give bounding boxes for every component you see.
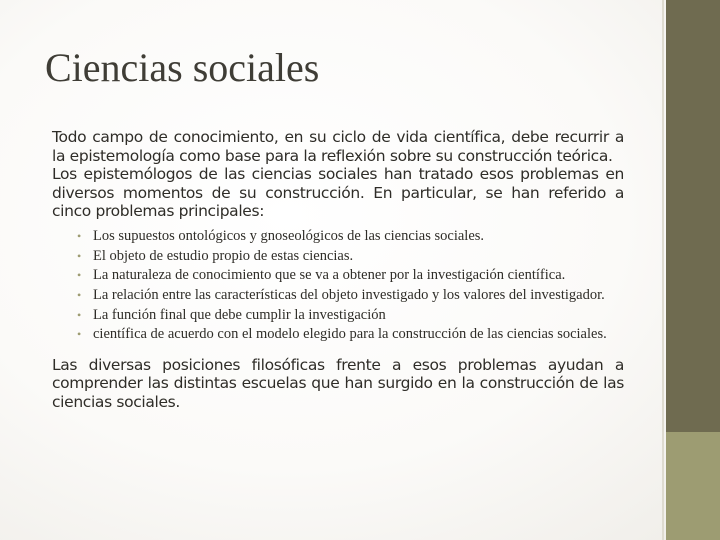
slide-title: Ciencias sociales [45,45,320,90]
list-item [77,307,624,324]
slide-body [52,128,624,411]
bullet-icon: • [77,228,82,243]
list-item [77,326,624,343]
bullet-list [52,228,624,344]
sidebar-accent-light [666,432,720,540]
list-item-text: La relación entre las características del objeto investigado y los valores del investigador. [93,287,605,304]
bullet-icon: • [77,307,82,322]
list-item [77,248,624,265]
list-item [77,228,624,245]
sidebar-accent-dark [666,0,720,432]
bullet-icon: • [77,327,82,342]
list-item-text: La naturaleza de conocimiento que se va a obtener por la investigación científica. [93,267,566,284]
bullet-icon: • [77,268,82,283]
list-item-text: El objeto de estudio propio de estas ciencias. [93,247,354,264]
bullet-icon: • [77,288,82,303]
list-item-text: La función final que debe cumplir la investigación [93,306,386,323]
list-item-text: científica de acuerdo con el modelo elegido para la construcción de las ciencias sociales. [93,326,607,343]
list-item [77,267,624,284]
list-item-text: Los supuestos ontológicos y gnoseológicos de las ciencias sociales. [93,227,485,244]
closing-paragraph: Las diversas posiciones filosóficas frente a esos problemas ayudan a comprender las distintas escuelas que han surgido en la construcción de las ciencias sociales. [52,355,624,411]
intro-paragraph-2: Los epistemólogos de las ciencias sociales han tratado esos problemas en diversos momentos de su construcción. En particular, se han referido a cinco problemas principales: [52,165,624,221]
intro-paragraph-1: Todo campo de conocimiento, en su ciclo de vida científica, debe recurrir a la epistemología como base para la reflexión sobre su construcción teórica. [52,128,624,165]
sidebar-divider [662,0,664,540]
list-item [77,287,624,304]
bullet-icon: • [77,248,82,263]
